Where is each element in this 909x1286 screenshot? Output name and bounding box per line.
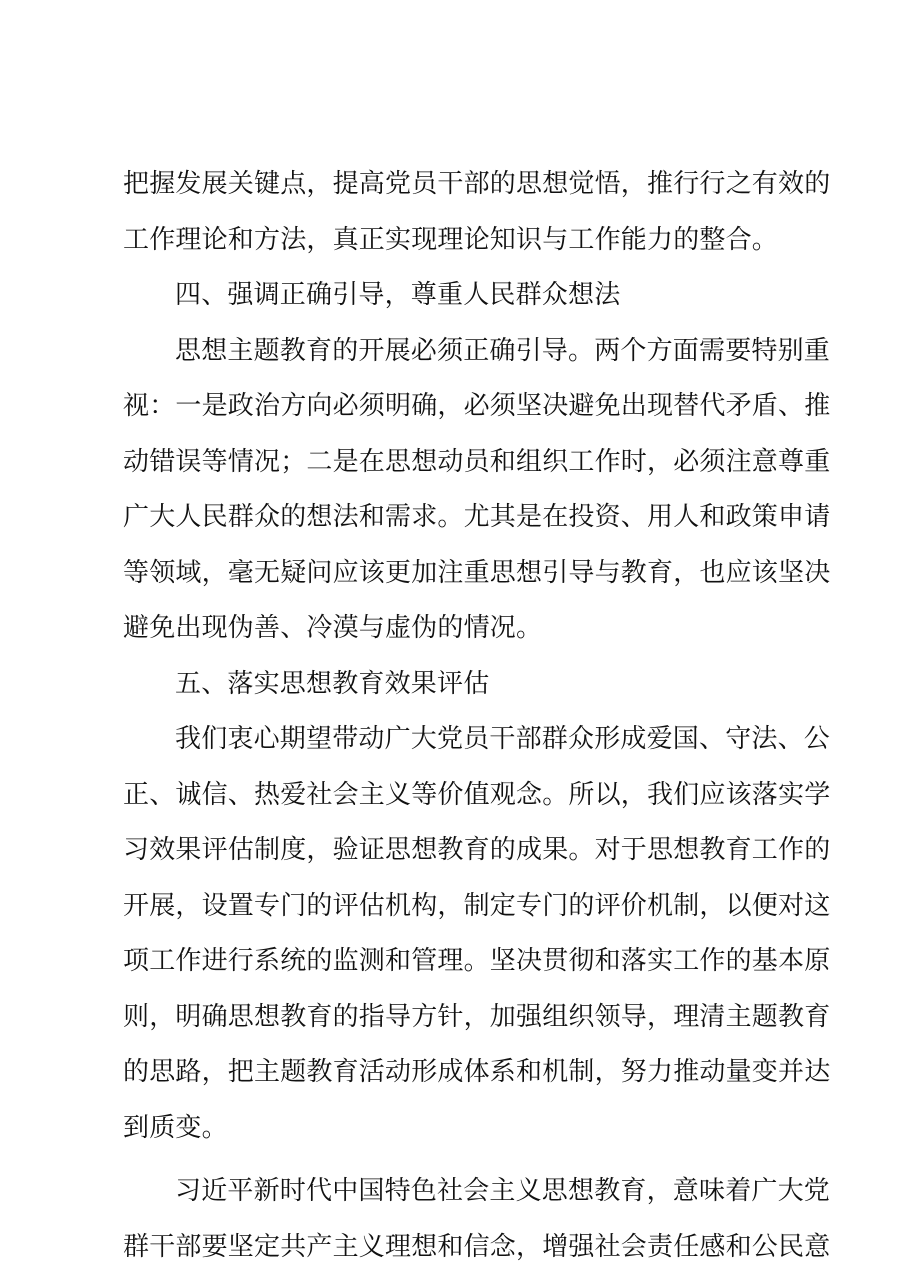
paragraph-line: 则，明确思想教育的指导方针，加强组织领导，理清主题教育	[123, 1001, 831, 1032]
section-heading: 五、落实思想教育效果评估	[175, 668, 490, 699]
paragraph-line: 开展，设置专门的评估机构，制定专门的评价机制，以便对这	[123, 890, 831, 921]
paragraph-line: 到质变。	[123, 1112, 228, 1143]
paragraph-gap	[123, 1156, 788, 1164]
paragraph-line: 避免出现伪善、冷漠与虚伪的情况。	[123, 613, 543, 643]
paragraph-line: 正、诚信、热爱社会主义等价值观念。所以，我们应该落实学	[123, 779, 831, 810]
paragraph-line: 工作理论和方法，真正实现理论知识与工作能力的整合。	[123, 224, 779, 255]
paragraph-line: 我们衷心期望带动广大党员干部群众形成爱国、守法、公	[175, 724, 831, 754]
section-heading: 四、强调正确引导，尊重人民群众想法	[175, 280, 621, 310]
document-body	[123, 157, 831, 1275]
paragraph-line: 等领域，毫无疑问应该更加注重思想引导与教育，也应该坚决	[123, 557, 831, 588]
paragraph-line: 的思路，把主题教育活动形成体系和机制，努力推动量变并达	[123, 1057, 831, 1087]
paragraph-line: 广大人民群众的想法和需求。尤其是在投资、用人和政策申请	[123, 502, 831, 532]
paragraph-line: 动错误等情况；二是在思想动员和组织工作时，必须注意尊重	[123, 446, 831, 477]
paragraph-line: 思想主题教育的开展必须正确引导。两个方面需要特别重	[175, 335, 831, 366]
paragraph-line: 视：一是政治方向必须明确，必须坚决避免出现替代矛盾、推	[123, 391, 831, 421]
paragraph-line: 群干部要坚定共产主义理想和信念，增强社会责任感和公民意	[123, 1231, 831, 1262]
paragraph-line: 习近平新时代中国特色社会主义思想教育，意味着广大党	[175, 1176, 831, 1206]
paragraph-line: 把握发展关键点，提高党员干部的思想觉悟，推行行之有效的	[123, 169, 831, 199]
paragraph-line: 习效果评估制度，验证思想教育的成果。对于思想教育工作的	[123, 835, 831, 865]
paragraph-line: 项工作进行系统的监测和管理。坚决贯彻和落实工作的基本原	[123, 946, 831, 976]
